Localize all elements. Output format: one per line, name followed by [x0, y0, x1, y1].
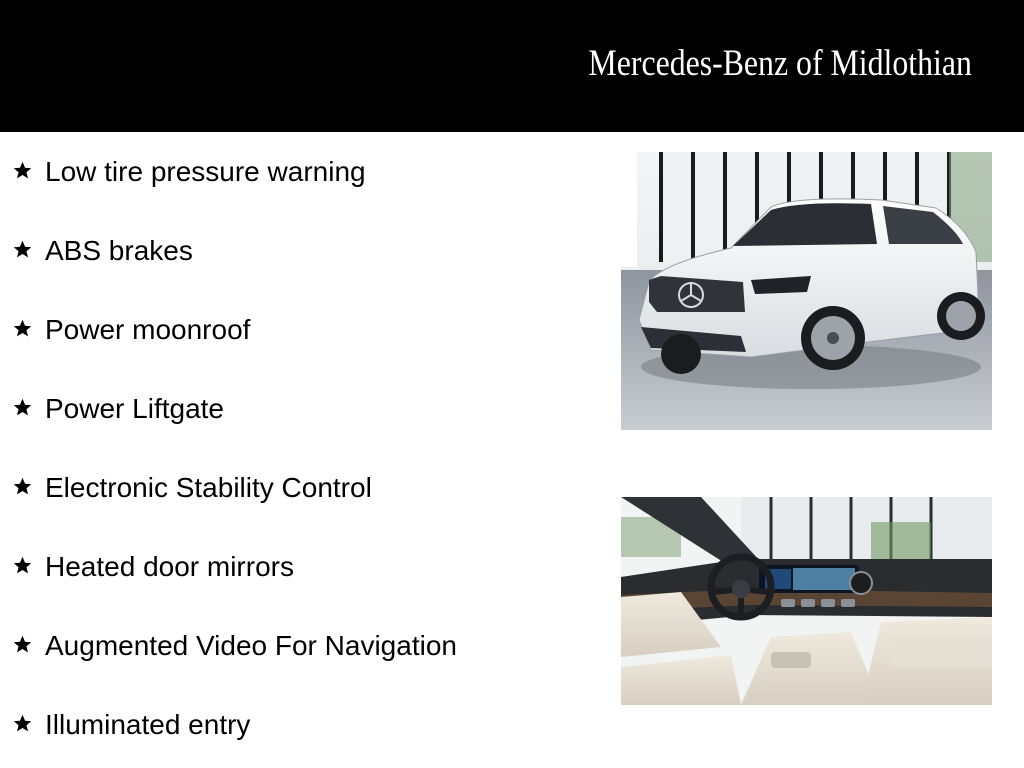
feature-label: Illuminated entry — [45, 709, 251, 740]
star-icon — [12, 239, 33, 260]
star-icon — [12, 634, 33, 655]
feature-item — [12, 389, 224, 429]
vehicle-interior-photo — [621, 497, 992, 705]
feature-label: Power Liftgate — [45, 393, 224, 424]
vehicle-exterior-photo — [621, 152, 992, 430]
feature-label: Electronic Stability Control — [45, 472, 372, 503]
dealer-name: Mercedes-Benz of Midlothian — [588, 43, 972, 84]
feature-item — [12, 626, 457, 666]
star-icon — [12, 160, 33, 181]
feature-label: Power moonroof — [45, 314, 251, 345]
feature-item — [12, 705, 250, 745]
star-icon — [12, 713, 33, 734]
star-icon — [12, 555, 33, 576]
feature-label: Heated door mirrors — [45, 551, 294, 582]
feature-label: Low tire pressure warning — [45, 156, 366, 187]
feature-item — [12, 231, 193, 271]
feature-item — [12, 310, 250, 350]
feature-label: Augmented Video For Navigation — [45, 630, 457, 661]
feature-item — [12, 152, 366, 192]
header-bar — [0, 0, 1024, 132]
star-icon — [12, 476, 33, 497]
feature-item — [12, 468, 372, 508]
feature-item — [12, 547, 294, 587]
star-icon — [12, 318, 33, 339]
star-icon — [12, 397, 33, 418]
feature-label: ABS brakes — [45, 235, 193, 266]
